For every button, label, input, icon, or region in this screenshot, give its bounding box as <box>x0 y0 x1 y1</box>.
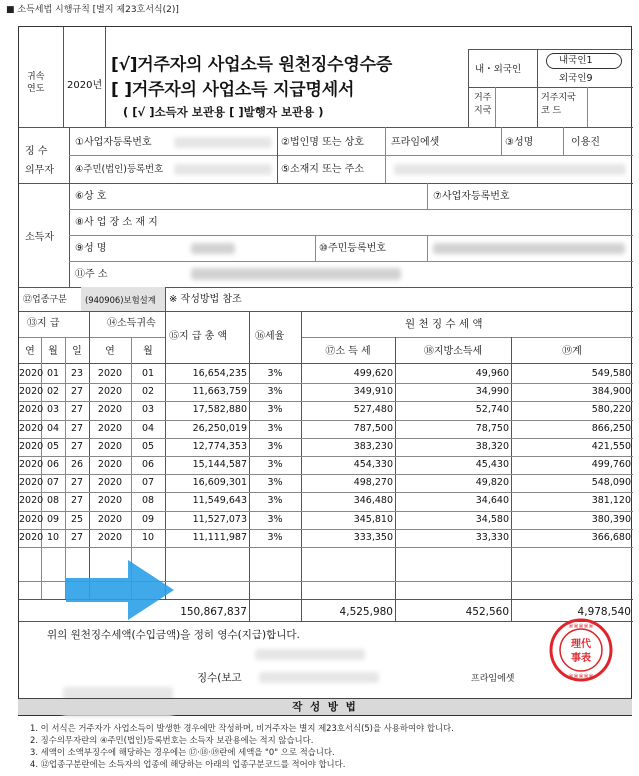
table-cell-local: 34,580 <box>475 513 509 525</box>
table-row-divider <box>19 547 633 548</box>
table-cell-total: 17,582,880 <box>192 404 247 416</box>
table-cell-local: 34,990 <box>475 386 509 398</box>
table-row-divider <box>19 420 633 421</box>
local-tax-header: ⑱지방소득세 <box>423 346 483 357</box>
total-local-tax: 452,560 <box>465 606 509 618</box>
table-cell-ay: 2020 <box>97 495 123 507</box>
table-cell-y: 2020 <box>19 368 44 379</box>
form-title-line2: [ ]거주자의 사업소득 지급명세서 <box>111 80 355 100</box>
income-tax-header: ⑰소 득 세 <box>325 346 371 357</box>
svg-text:※※※※※: ※※※※※ <box>568 623 594 630</box>
instruction-note: 1. 이 서식은 거주자가 사업소득이 발생한 경우에만 작성하며, 비거주자는 별지 제23호서식(5)을 사용하여야 합니다. <box>30 723 454 733</box>
table-cell-ay: 2020 <box>97 440 123 452</box>
highlight-arrow-icon <box>66 558 176 622</box>
table-cell-local: 49,820 <box>475 477 509 489</box>
table-row-divider <box>19 529 633 530</box>
table-cell-rate: 3% <box>267 477 283 489</box>
instruction-note: 2. 징수의무자란의 ④주민(법인)등록번호는 소득자 보관용에는 적지 않습니다. <box>30 735 314 745</box>
residence-code-label-1: 거주지국 <box>541 93 576 103</box>
table-cell-tax: 454,330 <box>353 459 393 470</box>
table-cell-am: 09 <box>141 513 155 525</box>
industry-code: (940906)보험설계 <box>85 295 156 305</box>
table-cell-sum: 421,550 <box>591 440 631 452</box>
table-cell-ay: 2020 <box>97 477 123 489</box>
name-label: ③성명 <box>505 137 534 148</box>
table-cell-am: 03 <box>141 404 155 416</box>
residence-label-2: 지국 <box>474 106 492 116</box>
table-row-divider <box>19 401 633 402</box>
table-cell-local: 52,740 <box>475 404 509 416</box>
total-income-tax: 4,525,980 <box>339 606 393 618</box>
table-cell-ay: 2020 <box>97 386 123 398</box>
table-cell-sum: 366,680 <box>591 531 631 543</box>
table-cell-am: 07 <box>141 477 155 489</box>
table-cell-y: 2020 <box>19 404 44 416</box>
corp-name-label: ②법인명 또는 상호 <box>281 137 364 148</box>
table-cell-tax: 527,480 <box>353 404 393 416</box>
year-label-2: 연도 <box>27 84 45 94</box>
reg-no-label: ①사업자등록번호 <box>75 137 152 148</box>
table-cell-tax: 349,910 <box>353 386 393 398</box>
table-cell-local: 34,640 <box>475 495 509 507</box>
industry-label: ⑫업종구분 <box>23 295 67 305</box>
corp-name-value: 프라임에셋 <box>391 137 440 148</box>
table-cell-m: 05 <box>46 440 60 452</box>
confirmation-statement: 위의 원천징수세액(수입금액)을 정히 영수(지급)합니다. <box>47 629 300 641</box>
payment-date-header: ⑬지 급 <box>27 318 60 329</box>
table-cell-total: 26,250,019 <box>192 422 247 434</box>
payee-label: 소득자 <box>25 232 54 243</box>
table-cell-am: 10 <box>141 531 155 543</box>
month-col-header: 월 <box>48 346 58 357</box>
table-row-divider <box>19 456 633 457</box>
instructions-title: 작 성 방 법 <box>18 698 632 715</box>
id-label: ④주민(법인)등록번호 <box>75 164 164 175</box>
instruction-note: 3. 세액이 소액부징수에 해당하는 경우에는 ⑰·⑱·⑲란에 세액을 "0" 으로 적습니다. <box>30 747 335 757</box>
table-cell-ay: 2020 <box>97 422 123 434</box>
table-row-divider <box>19 383 633 384</box>
resident-type-label: 내・외국인 <box>475 64 522 75</box>
table-cell-total: 11,549,643 <box>192 495 247 507</box>
attribution-header: ⑭소득귀속 <box>107 318 156 329</box>
table-cell-d: 26 <box>70 459 84 470</box>
table-cell-ay: 2020 <box>97 404 123 416</box>
table-cell-tax: 787,500 <box>353 422 393 434</box>
table-cell-d: 27 <box>70 495 84 507</box>
table-cell-rate: 3% <box>267 404 283 416</box>
table-cell-sum: 499,760 <box>591 459 631 470</box>
payee-id-label: ⑩주민등록번호 <box>319 243 386 254</box>
table-cell-tax: 345,810 <box>353 513 393 525</box>
address-label: ⑤소재지 또는 주소 <box>281 164 364 175</box>
table-row-divider <box>19 492 633 493</box>
name-value: 이용진 <box>571 137 600 148</box>
table-cell-m: 10 <box>46 531 60 543</box>
table-cell-d: 23 <box>70 368 84 379</box>
table-cell-local: 38,320 <box>475 440 509 452</box>
year-value: 2020년 <box>67 80 103 91</box>
table-cell-ay: 2020 <box>97 368 123 379</box>
table-cell-rate: 3% <box>267 531 283 543</box>
blurred-address <box>394 164 626 175</box>
payee-name-label: ⑨성 명 <box>75 243 107 254</box>
table-cell-rate: 3% <box>267 440 283 452</box>
form-subtitle: ( [√ ]소득자 보관용 [ ]발행자 보관용 ) <box>123 105 324 119</box>
svg-text:理代: 理代 <box>571 639 591 650</box>
withholder-company: 프라임에셋 <box>471 674 515 684</box>
year-label-1: 귀속 <box>27 72 45 82</box>
official-seal-icon <box>548 617 614 683</box>
table-row-divider <box>19 511 633 512</box>
trade-name-label: ⑥상 호 <box>75 191 107 202</box>
total-sum: 4,978,540 <box>577 606 631 618</box>
year-col-header: 연 <box>25 346 35 357</box>
form-title-line1: [√]거주자의 사업소득 원천징수영수증 <box>111 55 393 75</box>
table-cell-total: 11,527,073 <box>192 513 247 525</box>
table-cell-total: 12,774,353 <box>192 440 247 452</box>
table-cell-sum: 384,900 <box>591 386 631 398</box>
blurred-payee-name <box>191 243 235 254</box>
grand-total: 150,867,837 <box>180 606 247 618</box>
table-cell-m: 04 <box>46 422 60 434</box>
payee-address-label: ⑪주 소 <box>75 269 108 280</box>
residence-code-label-2: 코 드 <box>541 106 562 116</box>
table-cell-tax: 498,270 <box>353 477 393 489</box>
table-cell-am: 02 <box>141 386 155 398</box>
table-cell-d: 27 <box>70 404 84 416</box>
table-cell-rate: 3% <box>267 513 283 525</box>
resident-option-2: 외국인9 <box>559 73 593 84</box>
table-cell-ay: 2020 <box>97 531 123 543</box>
withholder-label-2: 의무자 <box>25 165 54 176</box>
table-cell-sum: 580,220 <box>591 404 631 416</box>
table-cell-local: 78,750 <box>475 422 509 434</box>
sum-header: ⑲계 <box>562 346 582 357</box>
blurred-payee-address <box>191 268 401 280</box>
table-cell-d: 27 <box>70 422 84 434</box>
table-cell-y: 2020 <box>19 422 44 434</box>
table-cell-sum: 381,120 <box>591 495 631 507</box>
table-cell-m: 02 <box>46 386 60 398</box>
instruction-note: 4. ⑫업종구분란에는 소득자의 업종에 해당하는 아래의 업종구분코드를 적어야 합니다. <box>30 759 346 769</box>
table-cell-sum: 549,580 <box>591 368 631 379</box>
blurred-id <box>174 164 272 175</box>
table-cell-sum: 866,250 <box>591 422 631 434</box>
table-row-divider <box>19 474 633 475</box>
resident-option-1: 내국인1 <box>559 55 593 66</box>
table-cell-local: 45,430 <box>475 459 509 470</box>
svg-text:事表: 事表 <box>571 653 591 664</box>
table-cell-m: 09 <box>46 513 60 525</box>
table-cell-am: 05 <box>141 440 155 452</box>
table-cell-tax: 383,230 <box>353 440 393 452</box>
table-cell-y: 2020 <box>19 440 44 452</box>
table-cell-d: 27 <box>70 386 84 398</box>
table-cell-am: 08 <box>141 495 155 507</box>
blurred-date <box>255 649 365 660</box>
table-cell-local: 49,960 <box>475 368 509 379</box>
table-cell-total: 11,111,987 <box>192 531 247 543</box>
table-cell-sum: 380,390 <box>591 513 631 525</box>
table-cell-am: 06 <box>141 459 155 470</box>
table-cell-total: 16,609,301 <box>192 477 247 489</box>
blurred-reg-no <box>174 137 272 148</box>
instruction-notes <box>30 722 454 770</box>
industry-note: ※ 작성방법 참조 <box>169 294 242 305</box>
table-cell-sum: 548,090 <box>591 477 631 489</box>
table-cell-ay: 2020 <box>97 513 123 525</box>
table-cell-rate: 3% <box>267 386 283 398</box>
table-cell-d: 27 <box>70 440 84 452</box>
table-cell-total: 15,144,587 <box>192 459 247 470</box>
business-address-label: ⑧사 업 장 소 재 지 <box>75 217 158 228</box>
day-col-header: 일 <box>72 346 82 357</box>
svg-text:※※※※※: ※※※※※ <box>568 673 594 680</box>
table-cell-y: 2020 <box>19 495 44 507</box>
table-row-divider <box>19 438 633 439</box>
table-cell-rate: 3% <box>267 459 283 470</box>
table-cell-rate: 3% <box>267 368 283 379</box>
table-cell-m: 08 <box>46 495 60 507</box>
table-cell-d: 27 <box>70 531 84 543</box>
table-cell-am: 04 <box>141 422 155 434</box>
table-cell-ay: 2020 <box>97 459 123 470</box>
table-cell-am: 01 <box>141 368 155 379</box>
table-cell-m: 07 <box>46 477 60 489</box>
attr-month-col-header: 월 <box>143 346 153 357</box>
table-cell-m: 01 <box>46 368 60 379</box>
table-cell-rate: 3% <box>267 422 283 434</box>
withholder-label-1: 징 수 <box>25 146 48 157</box>
table-cell-tax: 346,480 <box>353 495 393 507</box>
withholder-sign-label: 징수(보고 <box>197 672 242 684</box>
attr-year-col-header: 연 <box>105 346 115 357</box>
table-cell-y: 2020 <box>19 459 44 470</box>
regulation-caption: ■ 소득세법 시행규칙 [별지 제23호서식(2)] <box>6 5 179 15</box>
table-cell-y: 2020 <box>19 477 44 489</box>
table-cell-d: 27 <box>70 477 84 489</box>
table-cell-tax: 499,620 <box>353 368 393 379</box>
residence-label-1: 거주 <box>474 93 492 103</box>
table-cell-m: 06 <box>46 459 60 470</box>
table-cell-m: 03 <box>46 404 60 416</box>
table-cell-y: 2020 <box>19 531 44 543</box>
rate-header: ⑯세율 <box>255 331 285 342</box>
table-cell-y: 2020 <box>19 513 44 525</box>
table-cell-d: 25 <box>70 513 84 525</box>
blurred-payee-id <box>433 243 625 254</box>
table-cell-total: 11,663,759 <box>192 386 247 398</box>
total-header: ⑮지 급 총 액 <box>169 331 228 342</box>
table-cell-y: 2020 <box>19 386 44 398</box>
table-cell-total: 16,654,235 <box>192 368 247 379</box>
table-cell-rate: 3% <box>267 495 283 507</box>
table-cell-tax: 333,350 <box>353 531 393 543</box>
blurred-signer <box>259 672 379 683</box>
table-cell-local: 33,330 <box>475 531 509 543</box>
withholding-header: 원 천 징 수 세 액 <box>405 318 483 330</box>
payee-reg-no-label: ⑦사업자등록번호 <box>433 191 510 202</box>
